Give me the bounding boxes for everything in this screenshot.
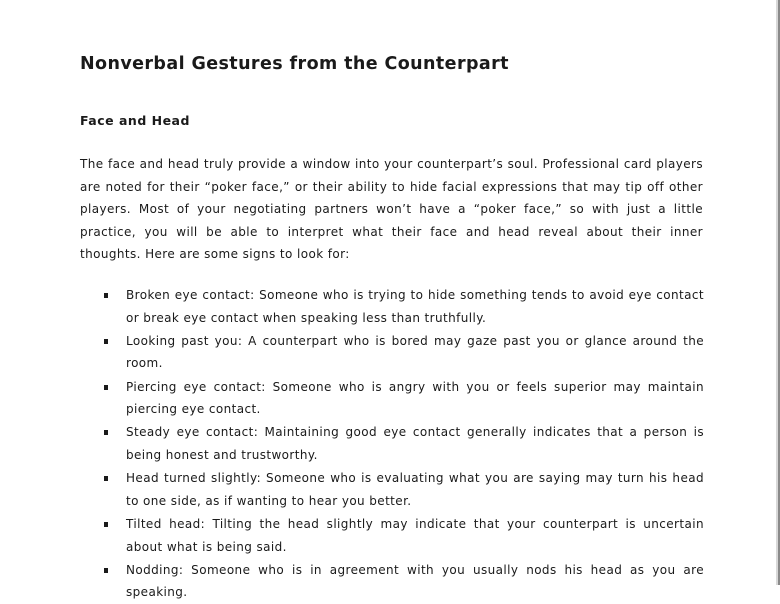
list-item-text: Steady eye contact: Maintaining good eye contact generally indicates that a person is being honest and trustworthy. [126,425,704,462]
list-item [80,559,704,604]
list-item-text: Looking past you: A counterpart who is bored may gaze past you or glance around the room. [126,333,704,371]
signs-list [80,284,704,604]
bullet-icon [104,339,108,344]
bullet-icon [104,385,108,390]
bullet-icon [104,568,108,573]
list-item [80,284,704,329]
list-item-text: Nodding: Someone who is in agreement with you usually nods his head as you are speaking. [126,562,704,600]
list-item [80,376,704,421]
list-item [80,330,704,375]
bullet-icon [104,430,108,435]
bullet-icon [104,476,108,481]
list-item [80,513,704,558]
bullet-icon [104,522,108,527]
intro-paragraph: The face and head truly provide a window into your counterpart’s soul. Professional card players are noted for their “poker face,” or their ability to hide facial expressions that may tip off other players. Most of your negotiating partners won’t have a “poker face,” so with just a little practice, you will be able to interpret what their face and head reveal about their inner thoughts. Here are some signs to look for: [80,157,703,262]
document-title: Nonverbal Gestures from the Counterpart [80,54,509,74]
list-item-text: Broken eye contact: Someone who is trying to hide something tends to avoid eye contact or break eye contact when speaking less than truthfully. [126,288,704,325]
list-item-text: Tilted head: Tilting the head slightly may indicate that your counterpart is uncertain about what is being said. [126,516,704,554]
list-item-text: Head turned slightly: Someone who is evaluating what you are saying may turn his head to one side, as if wanting to hear you better. [126,471,704,508]
list-item [80,467,704,512]
list-item-text: Piercing eye contact: Someone who is angry with you or feels superior may maintain piercing eye contact. [126,379,704,417]
section-heading: Face and Head [80,113,190,128]
list-item [80,421,704,466]
bullet-icon [104,293,108,298]
